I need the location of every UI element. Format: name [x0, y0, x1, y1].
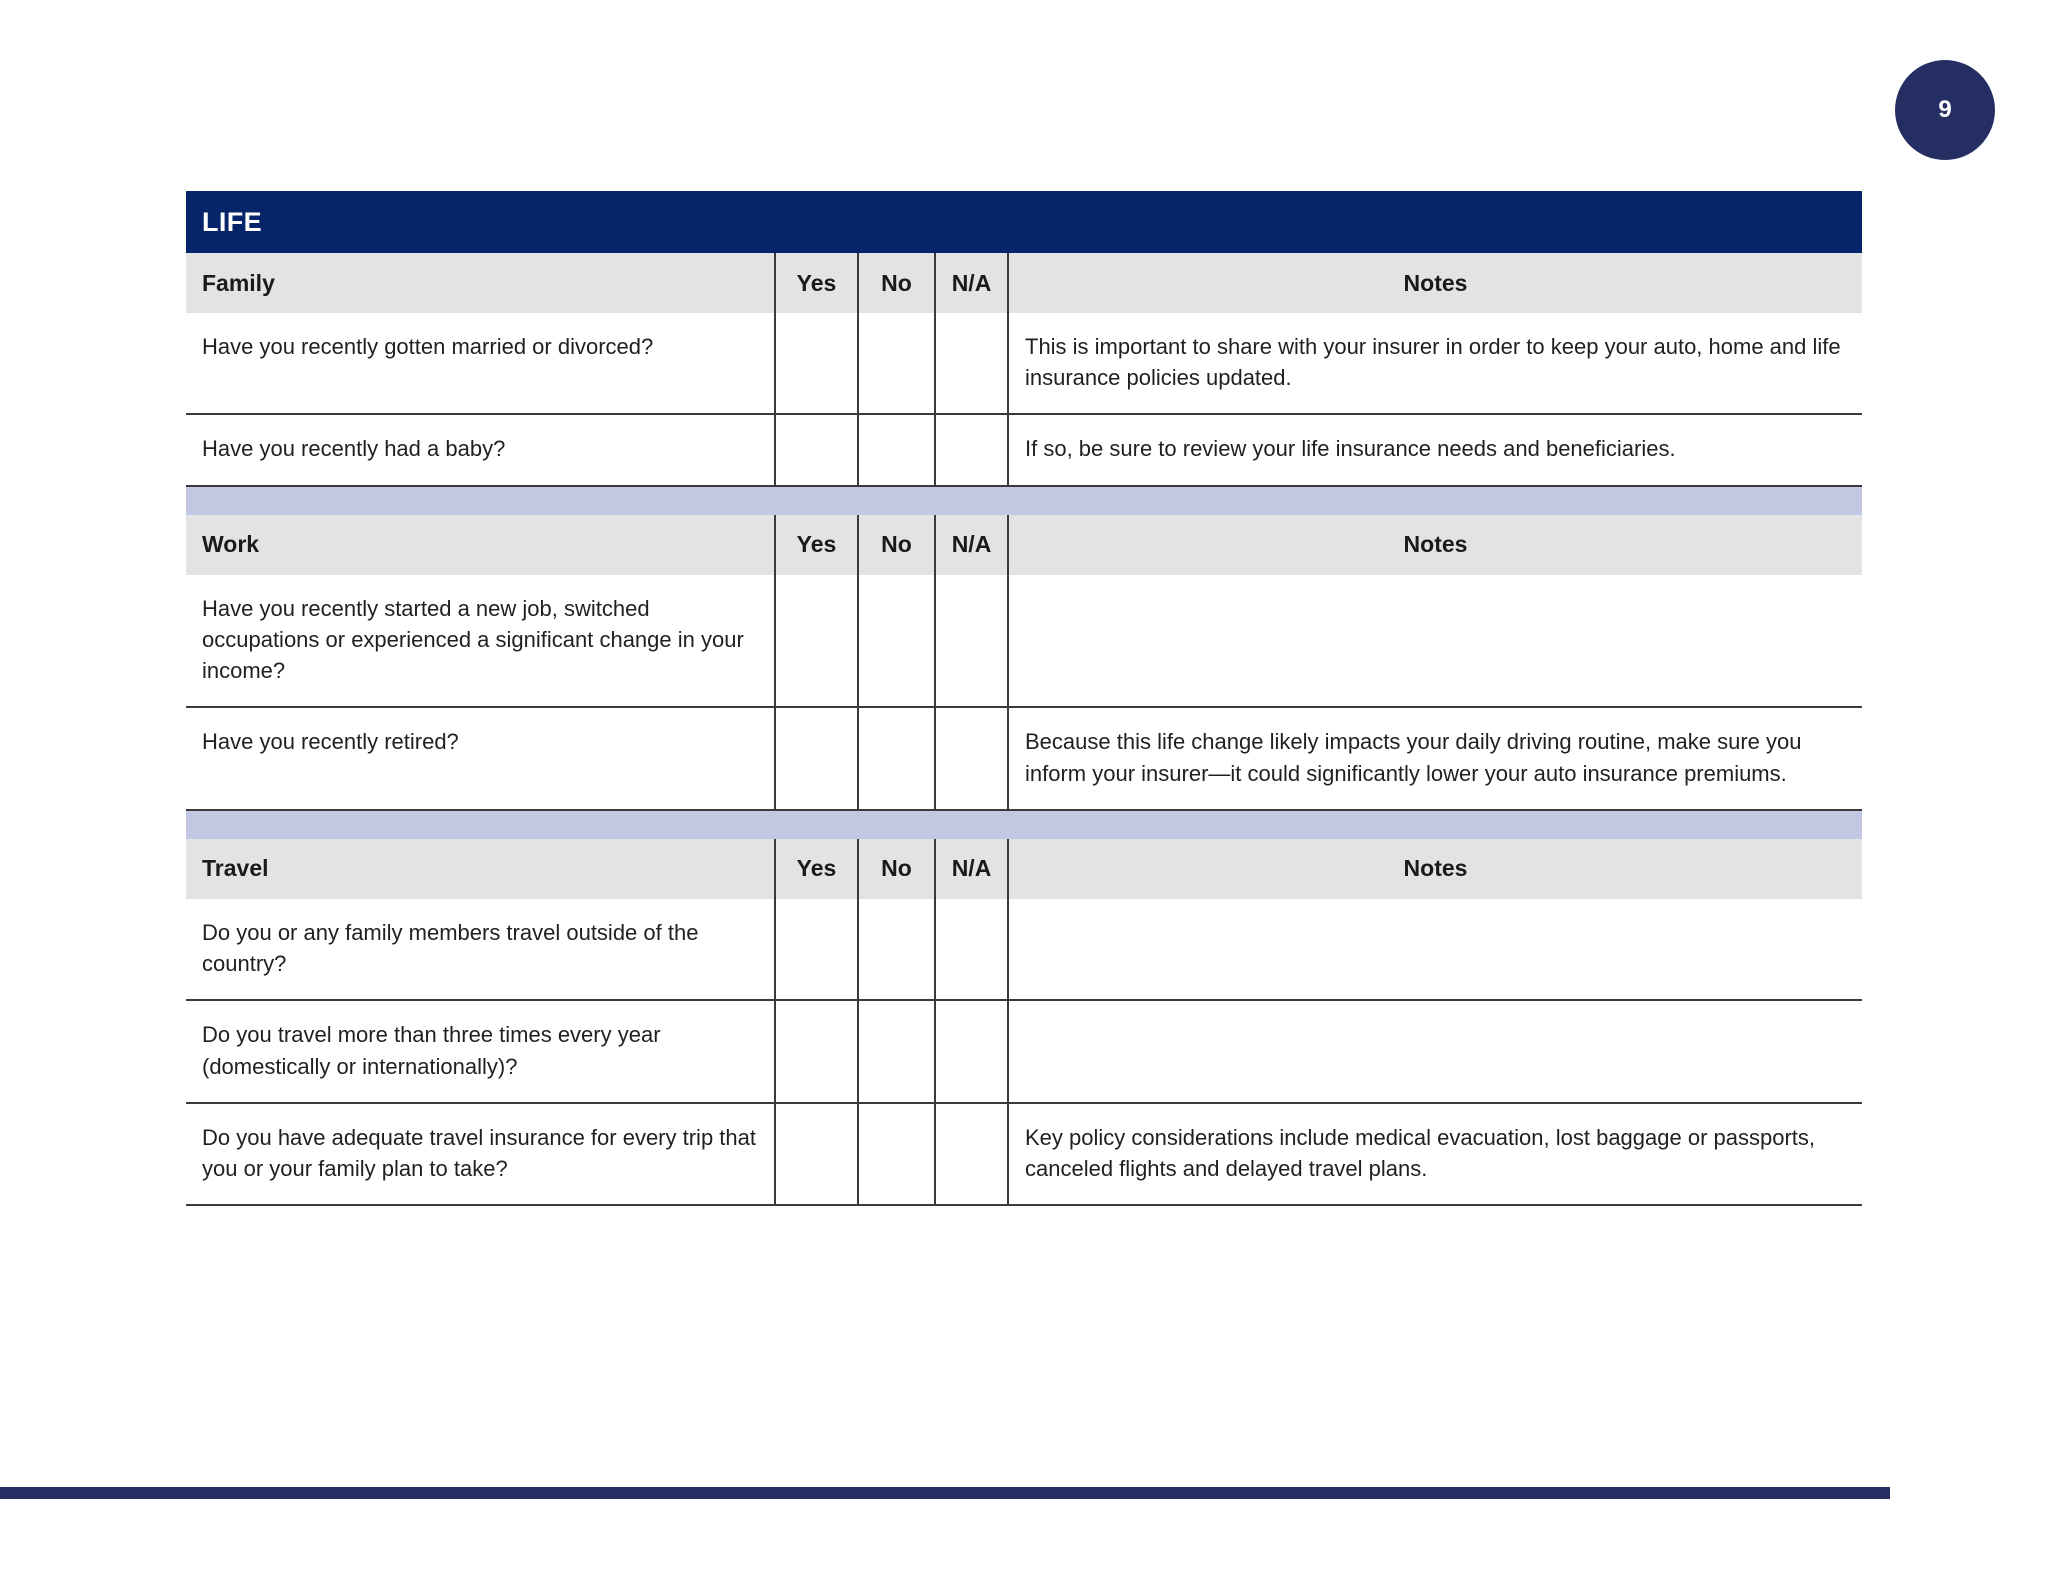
checklist-row — [186, 899, 1862, 1000]
checkbox-cell-no[interactable] — [858, 899, 935, 1000]
notes-text[interactable]: Key policy considerations include medical evacuation, lost baggage or passports, canceled flights and delayed travel plans. — [1008, 1103, 1862, 1205]
column-header-yes: Yes — [775, 515, 858, 575]
column-header-yes: Yes — [775, 253, 858, 313]
question-text: Have you recently started a new job, switched occupations or experienced a significant change in your income? — [186, 575, 775, 708]
section-header-row — [186, 253, 1862, 313]
checkbox-cell-na[interactable] — [935, 899, 1008, 1000]
column-header-yes: Yes — [775, 839, 858, 899]
column-header-na: N/A — [935, 515, 1008, 575]
column-header-na: N/A — [935, 839, 1008, 899]
checklist-banner — [186, 191, 1862, 253]
column-header-na: N/A — [935, 253, 1008, 313]
checkbox-cell-yes[interactable] — [775, 899, 858, 1000]
footer-rule — [0, 1487, 1890, 1499]
column-header-no: No — [858, 515, 935, 575]
column-header-notes: Notes — [1008, 839, 1862, 899]
checkbox-cell-no[interactable] — [858, 414, 935, 485]
checklist-row — [186, 575, 1862, 708]
question-text: Have you recently gotten married or divorced? — [186, 313, 775, 414]
checklist-row — [186, 1103, 1862, 1205]
section-header-row — [186, 515, 1862, 575]
column-header-notes: Notes — [1008, 253, 1862, 313]
life-checklist — [186, 191, 1862, 1206]
column-header-notes: Notes — [1008, 515, 1862, 575]
section-title: Travel — [186, 839, 775, 899]
question-text: Do you have adequate travel insurance for every trip that you or your family plan to take? — [186, 1103, 775, 1205]
checklist-row — [186, 313, 1862, 414]
checkbox-cell-no[interactable] — [858, 1103, 935, 1205]
column-header-no: No — [858, 839, 935, 899]
checklist-banner-title: LIFE — [202, 206, 263, 237]
checkbox-cell-no[interactable] — [858, 1000, 935, 1102]
page-number: 9 — [1938, 96, 1952, 123]
section-table — [186, 253, 1862, 487]
checkbox-cell-yes[interactable] — [775, 1000, 858, 1102]
checkbox-cell-na[interactable] — [935, 313, 1008, 414]
notes-text[interactable]: If so, be sure to review your life insurance needs and beneficiaries. — [1008, 414, 1862, 485]
notes-text[interactable] — [1008, 899, 1862, 1000]
section-spacer — [186, 487, 1862, 515]
page-number-badge — [1895, 60, 1995, 160]
checkbox-cell-na[interactable] — [935, 1103, 1008, 1205]
checklist-row — [186, 1000, 1862, 1102]
checkbox-cell-no[interactable] — [858, 707, 935, 809]
checkbox-cell-na[interactable] — [935, 707, 1008, 809]
notes-text[interactable] — [1008, 1000, 1862, 1102]
checklist-sections — [186, 253, 1862, 1206]
question-text: Do you travel more than three times every year (domestically or internationally)? — [186, 1000, 775, 1102]
notes-text[interactable]: This is important to share with your insurer in order to keep your auto, home and life insurance policies updated. — [1008, 313, 1862, 414]
checkbox-cell-yes[interactable] — [775, 707, 858, 809]
checkbox-cell-na[interactable] — [935, 575, 1008, 708]
checklist-row — [186, 414, 1862, 485]
checkbox-cell-yes[interactable] — [775, 575, 858, 708]
checkbox-cell-yes[interactable] — [775, 414, 858, 485]
column-header-no: No — [858, 253, 935, 313]
section-table — [186, 839, 1862, 1206]
notes-text[interactable] — [1008, 575, 1862, 708]
checklist-row — [186, 707, 1862, 809]
checkbox-cell-na[interactable] — [935, 414, 1008, 485]
checkbox-cell-yes[interactable] — [775, 1103, 858, 1205]
checkbox-cell-no[interactable] — [858, 575, 935, 708]
question-text: Have you recently had a baby? — [186, 414, 775, 485]
checkbox-cell-na[interactable] — [935, 1000, 1008, 1102]
section-title: Work — [186, 515, 775, 575]
question-text: Have you recently retired? — [186, 707, 775, 809]
section-title: Family — [186, 253, 775, 313]
checkbox-cell-no[interactable] — [858, 313, 935, 414]
section-header-row — [186, 839, 1862, 899]
checkbox-cell-yes[interactable] — [775, 313, 858, 414]
question-text: Do you or any family members travel outside of the country? — [186, 899, 775, 1000]
section-table — [186, 515, 1862, 811]
section-spacer — [186, 811, 1862, 839]
notes-text[interactable]: Because this life change likely impacts your daily driving routine, make sure you inform your insurer—it could significantly lower your auto insurance premiums. — [1008, 707, 1862, 809]
